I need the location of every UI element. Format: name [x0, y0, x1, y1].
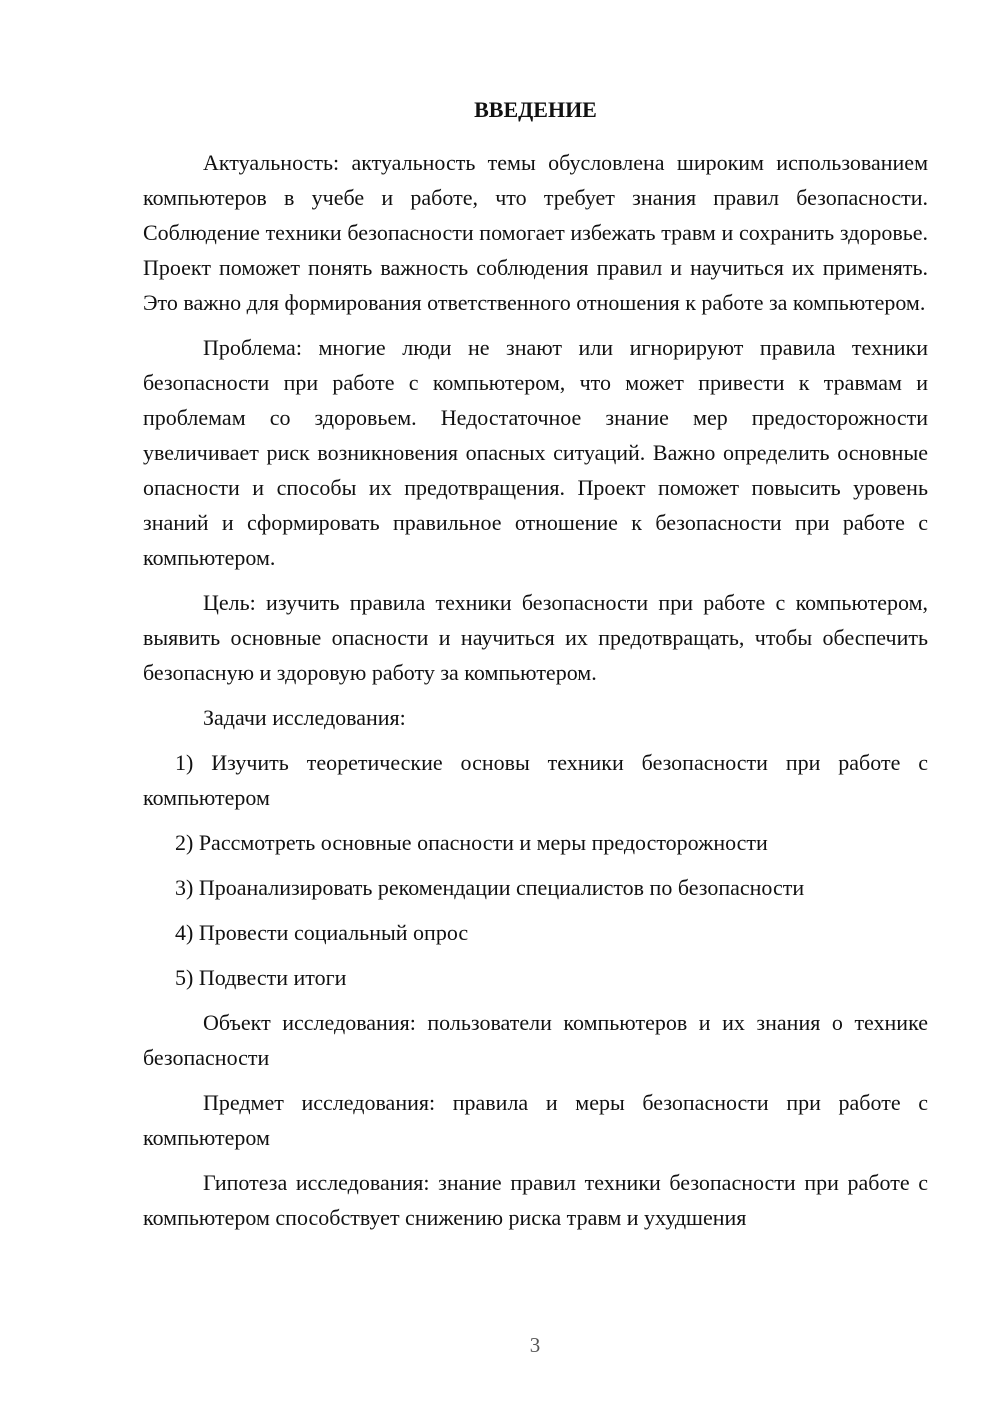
hypothesis-paragraph: Гипотеза исследования: знание правил техники безопасности при работе с компьютером способствует снижению риска травм и ухудшения	[143, 1170, 928, 1230]
list-item: 5) Подвести итоги	[175, 965, 347, 990]
document-page	[143, 95, 928, 1235]
list-item: 4) Провести социальный опрос	[175, 920, 469, 945]
page-number: 3	[529, 1333, 541, 1357]
list-item: 1) Изучить теоретические основы техники безопасности при работе с компьютером	[143, 750, 928, 810]
goal-paragraph: Цель: изучить правила техники безопасности при работе с компьютером, выявить основные опасности и научиться их предотвращать, чтобы обеспечить безопасную и здоровую работу за компьютером.	[143, 590, 928, 685]
list-item: 3) Проанализировать рекомендации специалистов по безопасности	[175, 875, 805, 900]
problem-paragraph: Проблема: многие люди не знают или игнорируют правила техники безопасности при работе с компьютером, что может привести к травмам и проблемам со здоровьем. Недостаточное знание мер предосторожности увеличивает риск возникновения опасных ситуаций. Важно определить основные опасности и способы их предотвращения. Проект поможет повысить уровень знаний и сформировать правильное отношение к безопасности при работе с компьютером.	[143, 335, 928, 570]
page-title: ВВЕДЕНИЕ	[474, 97, 597, 122]
list-item: 2) Рассмотреть основные опасности и меры предосторожности	[175, 830, 768, 855]
object-paragraph: Объект исследования: пользователи компьютеров и их знания о технике безопасности	[143, 1010, 928, 1070]
relevance-paragraph: Актуальность: актуальность темы обусловлена широким использованием компьютеров в учебе и работе, что требует знания правил безопасности. Соблюдение техники безопасности помогает избежать травм и сохранить здоровье. Проект поможет понять важность соблюдения правил и научиться их применять. Это важно для формирования ответственного отношения к работе за компьютером.	[143, 150, 928, 315]
tasks-title: Задачи исследования:	[203, 705, 406, 730]
subject-paragraph: Предмет исследования: правила и меры безопасности при работе с компьютером	[143, 1090, 928, 1150]
